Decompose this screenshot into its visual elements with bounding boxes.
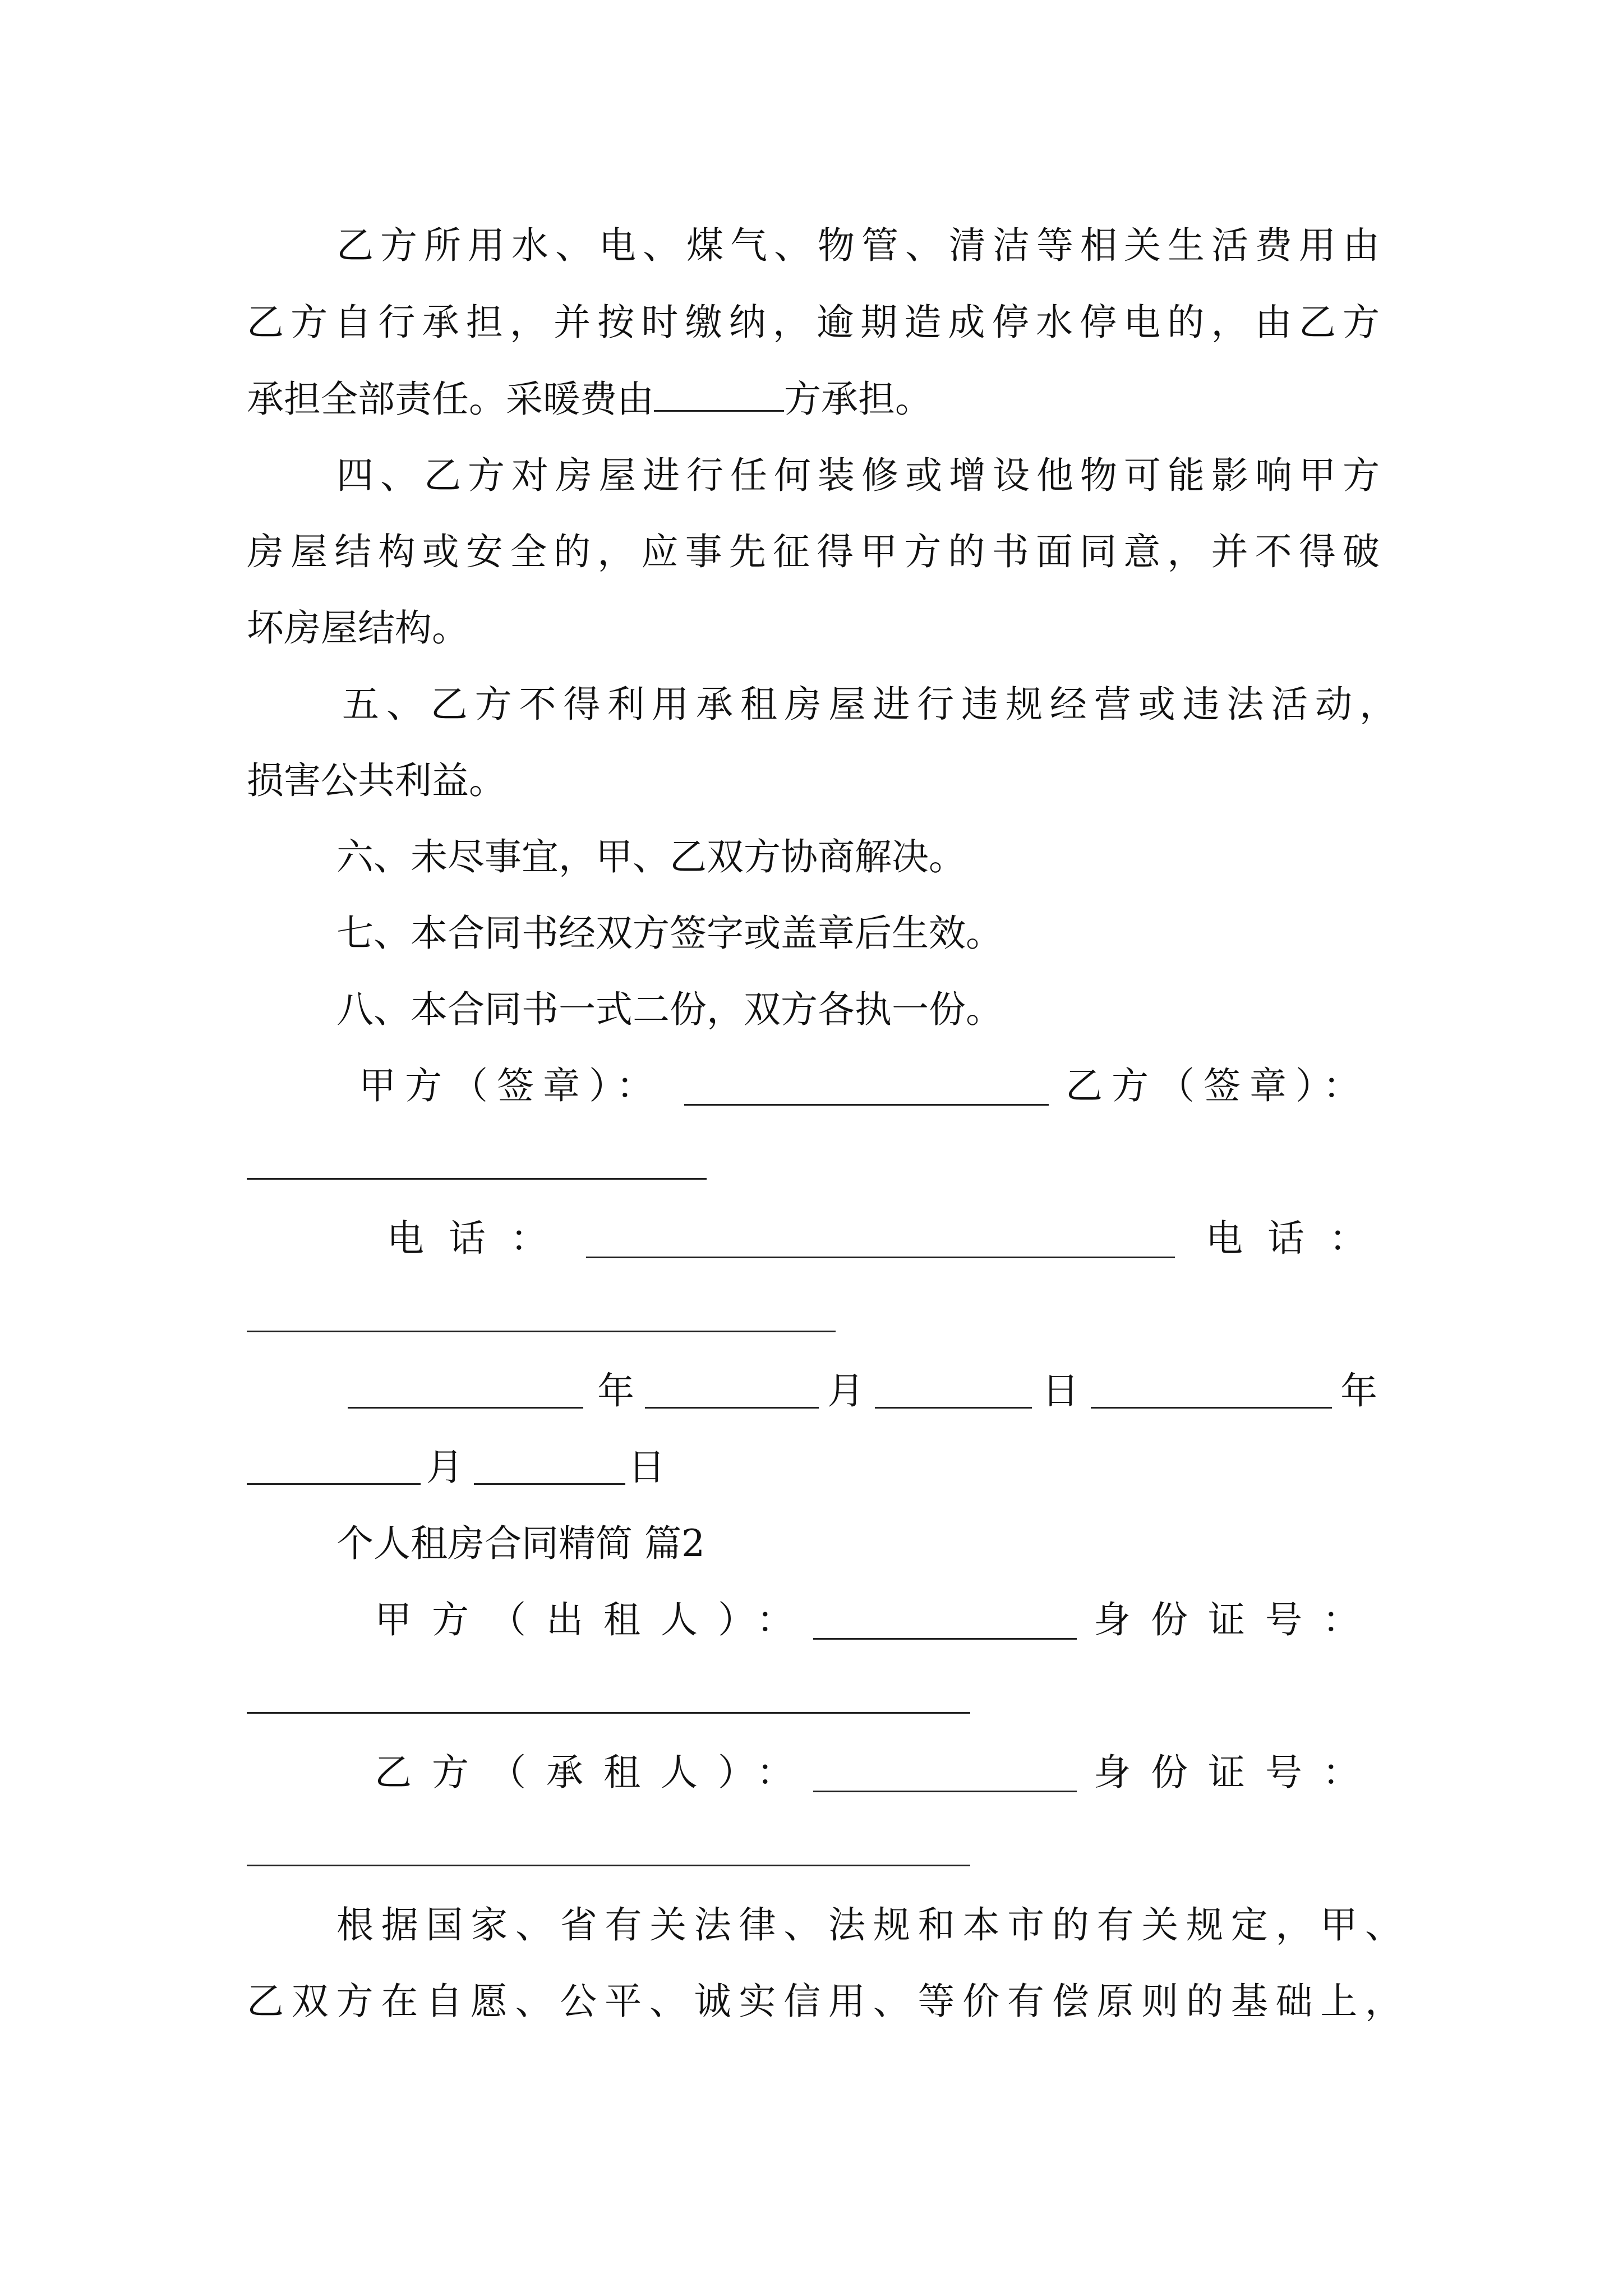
- lessor-id-label: 身份证号：: [1094, 1598, 1380, 1641]
- month-label-a: 月: [827, 1369, 864, 1412]
- lessee-id-label: 身份证号：: [1094, 1751, 1380, 1794]
- month-blank-b: [247, 1483, 421, 1485]
- paragraph-line: 乙方所用水、电、煤气、物管、清洁等相关生活费用由: [336, 224, 1380, 267]
- year-label-b: 年: [1340, 1369, 1377, 1412]
- lessee-name-blank: [813, 1791, 1077, 1792]
- intro-line: 乙双方在自愿、公平、诚实信用、等价有偿原则的基础上，: [247, 1980, 1402, 2023]
- day-blank-a: [875, 1407, 1032, 1409]
- clause-7: 七、本合同书经双方签字或盖章后生效。: [336, 912, 1003, 955]
- clause-4-line: 房屋结构或安全的，应事先征得甲方的书面同意，并不得破: [247, 530, 1380, 573]
- lessee-label: 乙方（承租人）：: [375, 1751, 814, 1794]
- year-label-a: 年: [597, 1369, 634, 1412]
- month-label-b: 月: [426, 1446, 463, 1489]
- clause-8: 八、本合同书一式二份，双方各执一份。: [336, 988, 1003, 1031]
- lessor-name-blank: [813, 1638, 1077, 1640]
- party-a-phone-label: 电话：: [387, 1217, 572, 1260]
- intro-line: 根据国家、省有关法律、法规和本市的有关规定，甲、: [336, 1903, 1402, 1947]
- section-title: 个人租房合同精简 篇2: [336, 1522, 705, 1565]
- party-a-signature-label: 甲方（签章）：: [359, 1064, 662, 1107]
- year-blank-a: [348, 1407, 583, 1409]
- party-a-phone-blank: [586, 1257, 1175, 1258]
- day-label-a: 日: [1042, 1369, 1079, 1412]
- party-b-phone-blank: [247, 1331, 836, 1332]
- clause-4-line: 四、乙方对房屋进行任何装修或增设他物可能影响甲方: [336, 454, 1380, 497]
- party-a-signature-blank: [684, 1104, 1049, 1106]
- lessor-id-blank: [247, 1712, 970, 1714]
- paragraph-text: 方承担。: [784, 378, 932, 421]
- paragraph-line: 乙方自行承担，并按时缴纳，逾期造成停水停电的，由乙方: [247, 301, 1380, 344]
- day-label-b: 日: [628, 1446, 665, 1489]
- paragraph-text: 承担全部责任。采暖费由: [247, 378, 654, 421]
- paragraph-line: [247, 377, 932, 422]
- clause-6: 六、未尽事宜，甲、乙双方协商解决。: [336, 835, 966, 878]
- clause-5-line: 损害公共利益。: [247, 759, 506, 802]
- party-b-signature-blank: [247, 1178, 707, 1180]
- blank-field: [654, 378, 784, 412]
- year-blank-b: [1091, 1407, 1332, 1409]
- lessee-id-blank: [247, 1865, 970, 1866]
- clause-5-line: 五、乙方不得利用承租房屋进行违规经营或违法活动，: [342, 683, 1396, 726]
- party-b-signature-label: 乙方（签章）：: [1066, 1064, 1369, 1107]
- lessor-label: 甲方（出租人）：: [375, 1598, 814, 1641]
- month-blank-a: [645, 1407, 819, 1409]
- clause-4-line: 坏房屋结构。: [247, 606, 469, 650]
- day-blank-b: [474, 1483, 625, 1485]
- party-b-phone-label: 电话：: [1206, 1217, 1391, 1260]
